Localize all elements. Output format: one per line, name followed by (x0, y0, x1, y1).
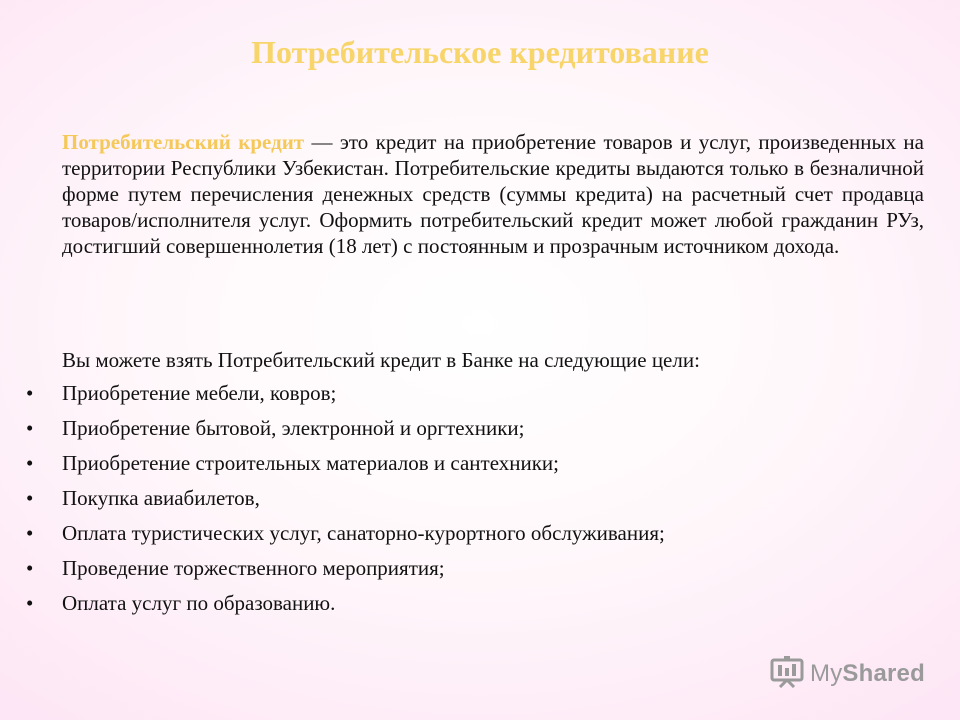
presentation-board-icon (770, 656, 804, 693)
purposes-list (22, 376, 922, 621)
bullet-marker: • (26, 416, 34, 440)
bullet-marker: • (26, 451, 34, 475)
bullet-marker: • (26, 381, 34, 405)
watermark-text (810, 660, 925, 688)
list-item (22, 586, 922, 621)
bullet-marker: • (26, 556, 34, 580)
bullet-marker: • (26, 486, 34, 510)
list-item (22, 411, 922, 446)
list-item (22, 551, 922, 586)
list-item-text: Проведение торжественного мероприятия; (62, 556, 445, 580)
list-item-text: Оплата услуг по образованию. (62, 591, 336, 615)
list-item-text: Покупка авиабилетов, (62, 486, 260, 510)
definition-paragraph (62, 129, 924, 259)
definition-text: — это кредит на приобретение товаров и услуг, произведенных на территории Республики Узбекистан. Потребительские кредиты выдаются только в безналичной форме путем перечисления денежных средств (суммы кредита) на расчетный счет продавца товаров/исполнителя услуг. Оформить потребительский кредит может любой гражданин РУз, достигший совершеннолетия (18 лет) с постоянным и прозрачным источником дохода. (62, 130, 924, 258)
bullet-marker: • (26, 521, 34, 545)
list-item-text: Приобретение бытовой, электронной и оргтехники; (62, 416, 525, 440)
list-item-text: Приобретение строительных материалов и сантехники; (62, 451, 560, 475)
myshared-watermark (770, 656, 925, 692)
list-item (22, 446, 922, 481)
list-item-text: Приобретение мебели, ковров; (62, 381, 337, 405)
watermark-text-shared: Shared (842, 660, 925, 687)
list-item (22, 481, 922, 516)
watermark-text-my: My (810, 660, 843, 687)
list-item (22, 516, 922, 551)
list-item-text: Оплата туристических услуг, санаторно-курортного обслуживания; (62, 521, 665, 545)
list-item (22, 376, 922, 411)
slide-title: Потребительское кредитование (251, 34, 709, 70)
definition-term: Потребительский кредит (62, 130, 305, 154)
purposes-intro: Вы можете взять Потребительский кредит в Банке на следующие цели: (62, 348, 700, 372)
bullet-marker: • (26, 591, 34, 615)
